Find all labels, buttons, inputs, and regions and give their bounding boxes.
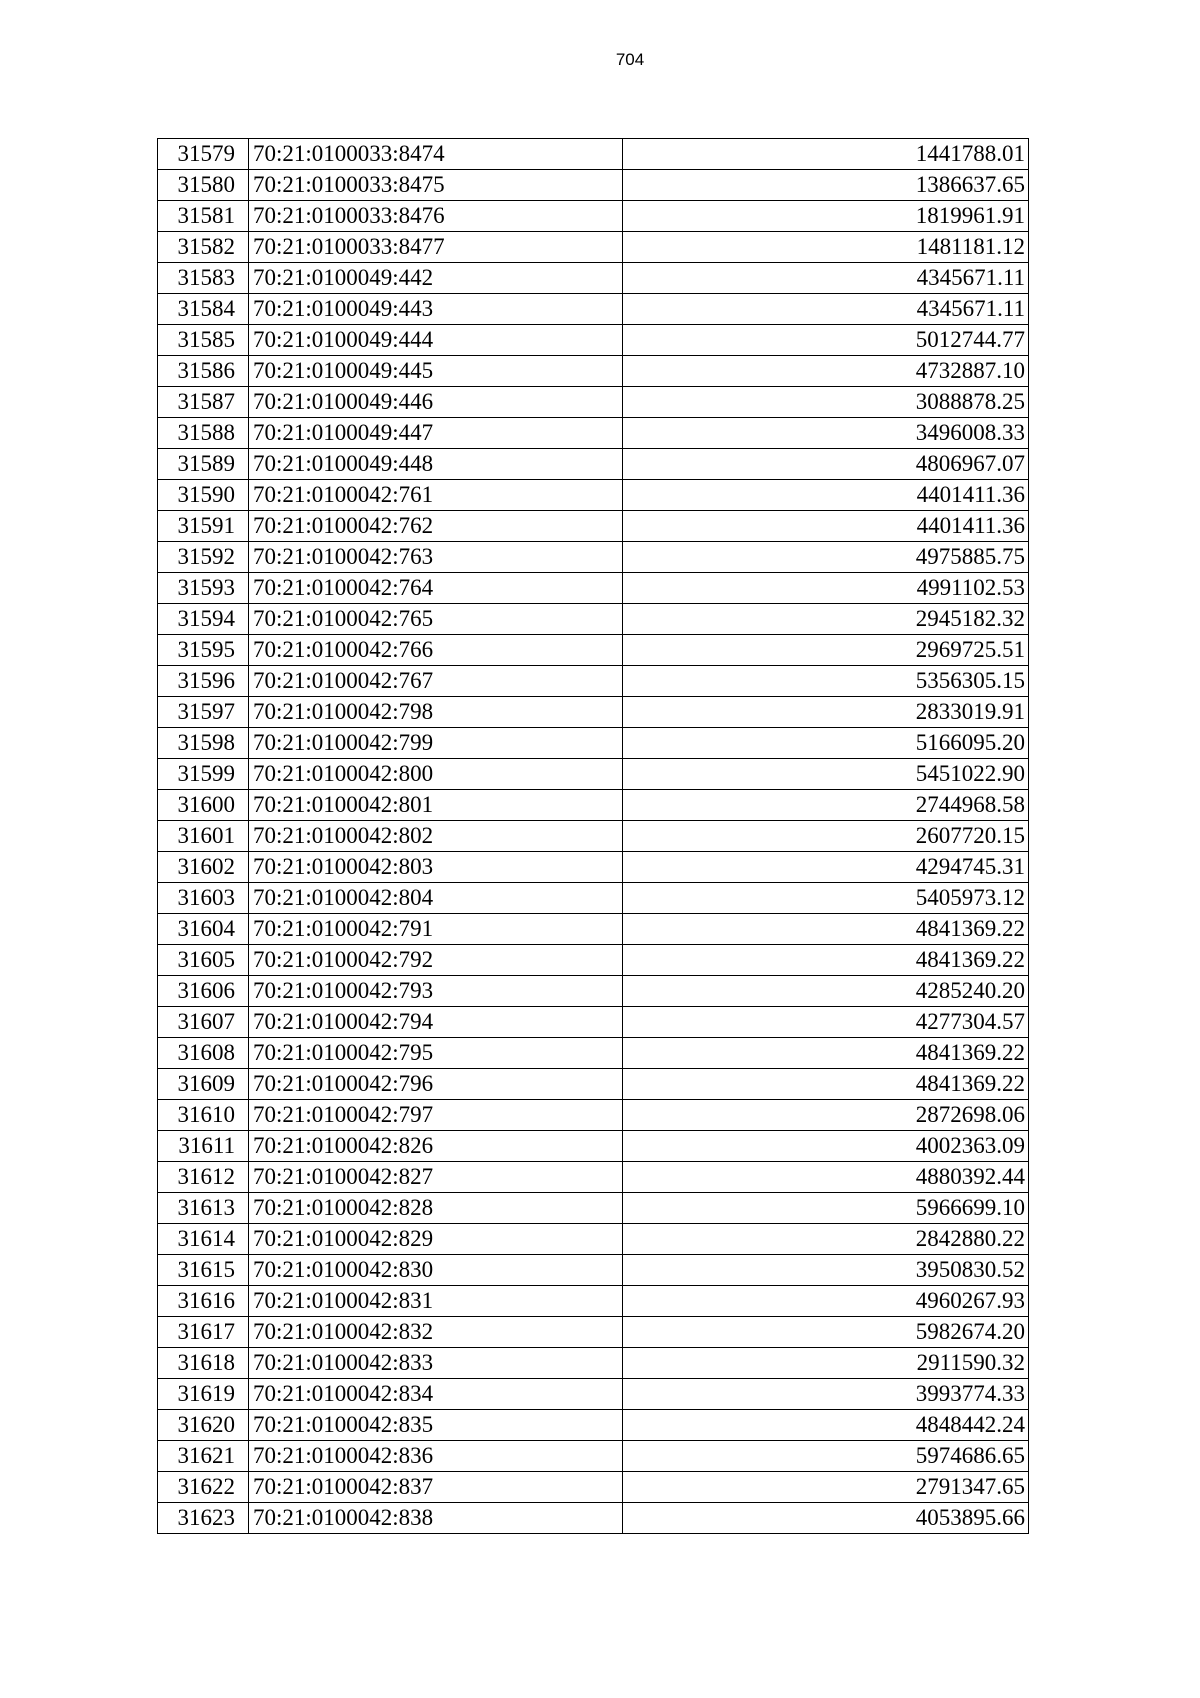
table-row <box>158 1131 1029 1162</box>
row-number-cell: 31622 <box>158 1472 249 1503</box>
cadastral-number-cell: 70:21:0100042:837 <box>249 1472 623 1503</box>
value-cell: 2872698.06 <box>623 1100 1029 1131</box>
table-row <box>158 263 1029 294</box>
value-cell: 4401411.36 <box>623 480 1029 511</box>
row-number-cell: 31606 <box>158 976 249 1007</box>
cadastral-number-cell: 70:21:0100049:447 <box>249 418 623 449</box>
cadastral-number-cell: 70:21:0100042:832 <box>249 1317 623 1348</box>
row-number-cell: 31615 <box>158 1255 249 1286</box>
table-row <box>158 1100 1029 1131</box>
table-row <box>158 1038 1029 1069</box>
table-row <box>158 1255 1029 1286</box>
table-row <box>158 697 1029 728</box>
table-row <box>158 852 1029 883</box>
cadastral-number-cell: 70:21:0100042:835 <box>249 1410 623 1441</box>
table-row <box>158 294 1029 325</box>
table-row <box>158 1069 1029 1100</box>
table-row <box>158 325 1029 356</box>
table-row <box>158 604 1029 635</box>
value-cell: 4732887.10 <box>623 356 1029 387</box>
row-number-cell: 31583 <box>158 263 249 294</box>
table-row <box>158 1348 1029 1379</box>
row-number-cell: 31586 <box>158 356 249 387</box>
row-number-cell: 31579 <box>158 139 249 170</box>
row-number-cell: 31617 <box>158 1317 249 1348</box>
value-cell: 1819961.91 <box>623 201 1029 232</box>
table-row <box>158 232 1029 263</box>
row-number-cell: 31599 <box>158 759 249 790</box>
cadastral-number-cell: 70:21:0100042:828 <box>249 1193 623 1224</box>
row-number-cell: 31602 <box>158 852 249 883</box>
table-row <box>158 139 1029 170</box>
row-number-cell: 31610 <box>158 1100 249 1131</box>
table-row <box>158 728 1029 759</box>
page-number: 704 <box>615 50 645 69</box>
cadastral-number-cell: 70:21:0100042:794 <box>249 1007 623 1038</box>
cadastral-number-cell: 70:21:0100049:446 <box>249 387 623 418</box>
cadastral-number-cell: 70:21:0100049:442 <box>249 263 623 294</box>
row-number-cell: 31598 <box>158 728 249 759</box>
row-number-cell: 31612 <box>158 1162 249 1193</box>
cadastral-number-cell: 70:21:0100042:797 <box>249 1100 623 1131</box>
cadastral-number-cell: 70:21:0100042:792 <box>249 945 623 976</box>
cadastral-number-cell: 70:21:0100042:762 <box>249 511 623 542</box>
value-cell: 2744968.58 <box>623 790 1029 821</box>
row-number-cell: 31591 <box>158 511 249 542</box>
cadastral-number-cell: 70:21:0100042:802 <box>249 821 623 852</box>
value-cell: 2842880.22 <box>623 1224 1029 1255</box>
row-number-cell: 31601 <box>158 821 249 852</box>
cadastral-number-cell: 70:21:0100042:838 <box>249 1503 623 1534</box>
table-row <box>158 1162 1029 1193</box>
cadastral-number-cell: 70:21:0100042:796 <box>249 1069 623 1100</box>
table-row <box>158 635 1029 666</box>
table-row <box>158 945 1029 976</box>
row-number-cell: 31589 <box>158 449 249 480</box>
cadastral-number-cell: 70:21:0100049:448 <box>249 449 623 480</box>
cadastral-number-cell: 70:21:0100049:445 <box>249 356 623 387</box>
row-number-cell: 31605 <box>158 945 249 976</box>
row-number-cell: 31613 <box>158 1193 249 1224</box>
value-cell: 4294745.31 <box>623 852 1029 883</box>
value-cell: 1441788.01 <box>623 139 1029 170</box>
row-number-cell: 31590 <box>158 480 249 511</box>
row-number-cell: 31581 <box>158 201 249 232</box>
table-row <box>158 356 1029 387</box>
table-row <box>158 511 1029 542</box>
table-row <box>158 666 1029 697</box>
table-row <box>158 1503 1029 1534</box>
value-cell: 2945182.32 <box>623 604 1029 635</box>
value-cell: 3088878.25 <box>623 387 1029 418</box>
value-cell: 5405973.12 <box>623 883 1029 914</box>
value-cell: 3496008.33 <box>623 418 1029 449</box>
value-cell: 4975885.75 <box>623 542 1029 573</box>
table-row <box>158 1007 1029 1038</box>
value-cell: 1386637.65 <box>623 170 1029 201</box>
value-cell: 4401411.36 <box>623 511 1029 542</box>
row-number-cell: 31588 <box>158 418 249 449</box>
value-cell: 4345671.11 <box>623 263 1029 294</box>
value-cell: 4841369.22 <box>623 1069 1029 1100</box>
value-cell: 3950830.52 <box>623 1255 1029 1286</box>
table-row <box>158 1224 1029 1255</box>
cadastral-number-cell: 70:21:0100042:829 <box>249 1224 623 1255</box>
table-row <box>158 1193 1029 1224</box>
table-row <box>158 449 1029 480</box>
table-row <box>158 573 1029 604</box>
cadastral-number-cell: 70:21:0100042:800 <box>249 759 623 790</box>
row-number-cell: 31603 <box>158 883 249 914</box>
table-row <box>158 542 1029 573</box>
cadastral-number-cell: 70:21:0100033:8475 <box>249 170 623 201</box>
cadastral-number-cell: 70:21:0100042:801 <box>249 790 623 821</box>
row-number-cell: 31607 <box>158 1007 249 1038</box>
row-number-cell: 31616 <box>158 1286 249 1317</box>
row-number-cell: 31582 <box>158 232 249 263</box>
value-cell: 5974686.65 <box>623 1441 1029 1472</box>
table-row <box>158 759 1029 790</box>
row-number-cell: 31614 <box>158 1224 249 1255</box>
cadastral-number-cell: 70:21:0100042:795 <box>249 1038 623 1069</box>
table-body <box>158 139 1029 1534</box>
value-cell: 2969725.51 <box>623 635 1029 666</box>
value-cell: 2607720.15 <box>623 821 1029 852</box>
value-cell: 4841369.22 <box>623 945 1029 976</box>
cadastral-number-cell: 70:21:0100042:793 <box>249 976 623 1007</box>
table-row <box>158 480 1029 511</box>
cadastral-number-cell: 70:21:0100042:827 <box>249 1162 623 1193</box>
cadastral-number-cell: 70:21:0100033:8476 <box>249 201 623 232</box>
value-cell: 4285240.20 <box>623 976 1029 1007</box>
value-cell: 4806967.07 <box>623 449 1029 480</box>
value-cell: 4991102.53 <box>623 573 1029 604</box>
value-cell: 2911590.32 <box>623 1348 1029 1379</box>
table-row <box>158 1472 1029 1503</box>
row-number-cell: 31618 <box>158 1348 249 1379</box>
value-cell: 5012744.77 <box>623 325 1029 356</box>
row-number-cell: 31595 <box>158 635 249 666</box>
cadastral-number-cell: 70:21:0100042:830 <box>249 1255 623 1286</box>
cadastral-number-cell: 70:21:0100042:834 <box>249 1379 623 1410</box>
value-cell: 5356305.15 <box>623 666 1029 697</box>
table-row <box>158 821 1029 852</box>
row-number-cell: 31619 <box>158 1379 249 1410</box>
cadastral-number-cell: 70:21:0100042:763 <box>249 542 623 573</box>
cadastral-number-cell: 70:21:0100042:791 <box>249 914 623 945</box>
table-row <box>158 976 1029 1007</box>
value-cell: 4841369.22 <box>623 914 1029 945</box>
table-container <box>157 138 1029 1534</box>
table-row <box>158 418 1029 449</box>
value-cell: 4848442.24 <box>623 1410 1029 1441</box>
cadastral-number-cell: 70:21:0100042:804 <box>249 883 623 914</box>
table-row <box>158 914 1029 945</box>
cadastral-number-cell: 70:21:0100042:765 <box>249 604 623 635</box>
value-cell: 3993774.33 <box>623 1379 1029 1410</box>
row-number-cell: 31608 <box>158 1038 249 1069</box>
cadastral-number-cell: 70:21:0100042:799 <box>249 728 623 759</box>
cadastral-number-cell: 70:21:0100042:803 <box>249 852 623 883</box>
table-row <box>158 1286 1029 1317</box>
row-number-cell: 31580 <box>158 170 249 201</box>
cadastral-number-cell: 70:21:0100033:8474 <box>249 139 623 170</box>
value-cell: 5166095.20 <box>623 728 1029 759</box>
row-number-cell: 31584 <box>158 294 249 325</box>
table-row <box>158 1410 1029 1441</box>
value-cell: 4277304.57 <box>623 1007 1029 1038</box>
value-cell: 4960267.93 <box>623 1286 1029 1317</box>
cadastral-number-cell: 70:21:0100042:798 <box>249 697 623 728</box>
cadastral-number-cell: 70:21:0100042:767 <box>249 666 623 697</box>
table-row <box>158 201 1029 232</box>
row-number-cell: 31620 <box>158 1410 249 1441</box>
row-number-cell: 31611 <box>158 1131 249 1162</box>
value-cell: 4002363.09 <box>623 1131 1029 1162</box>
cadastral-number-cell: 70:21:0100042:836 <box>249 1441 623 1472</box>
value-cell: 4053895.66 <box>623 1503 1029 1534</box>
row-number-cell: 31621 <box>158 1441 249 1472</box>
table-row <box>158 1317 1029 1348</box>
cadastral-number-cell: 70:21:0100049:444 <box>249 325 623 356</box>
value-cell: 5451022.90 <box>623 759 1029 790</box>
row-number-cell: 31587 <box>158 387 249 418</box>
cadastral-number-cell: 70:21:0100042:826 <box>249 1131 623 1162</box>
cadastral-number-cell: 70:21:0100042:766 <box>249 635 623 666</box>
data-table <box>157 138 1029 1534</box>
cadastral-number-cell: 70:21:0100042:833 <box>249 1348 623 1379</box>
table-row <box>158 790 1029 821</box>
cadastral-number-cell: 70:21:0100033:8477 <box>249 232 623 263</box>
value-cell: 1481181.12 <box>623 232 1029 263</box>
value-cell: 5966699.10 <box>623 1193 1029 1224</box>
value-cell: 2833019.91 <box>623 697 1029 728</box>
value-cell: 4880392.44 <box>623 1162 1029 1193</box>
row-number-cell: 31609 <box>158 1069 249 1100</box>
row-number-cell: 31604 <box>158 914 249 945</box>
table-row <box>158 883 1029 914</box>
table-row <box>158 1441 1029 1472</box>
row-number-cell: 31600 <box>158 790 249 821</box>
row-number-cell: 31597 <box>158 697 249 728</box>
table-row <box>158 170 1029 201</box>
value-cell: 5982674.20 <box>623 1317 1029 1348</box>
value-cell: 2791347.65 <box>623 1472 1029 1503</box>
cadastral-number-cell: 70:21:0100042:831 <box>249 1286 623 1317</box>
cadastral-number-cell: 70:21:0100049:443 <box>249 294 623 325</box>
row-number-cell: 31585 <box>158 325 249 356</box>
row-number-cell: 31592 <box>158 542 249 573</box>
row-number-cell: 31596 <box>158 666 249 697</box>
table-row <box>158 387 1029 418</box>
row-number-cell: 31593 <box>158 573 249 604</box>
cadastral-number-cell: 70:21:0100042:761 <box>249 480 623 511</box>
value-cell: 4841369.22 <box>623 1038 1029 1069</box>
row-number-cell: 31594 <box>158 604 249 635</box>
value-cell: 4345671.11 <box>623 294 1029 325</box>
cadastral-number-cell: 70:21:0100042:764 <box>249 573 623 604</box>
table-row <box>158 1379 1029 1410</box>
row-number-cell: 31623 <box>158 1503 249 1534</box>
